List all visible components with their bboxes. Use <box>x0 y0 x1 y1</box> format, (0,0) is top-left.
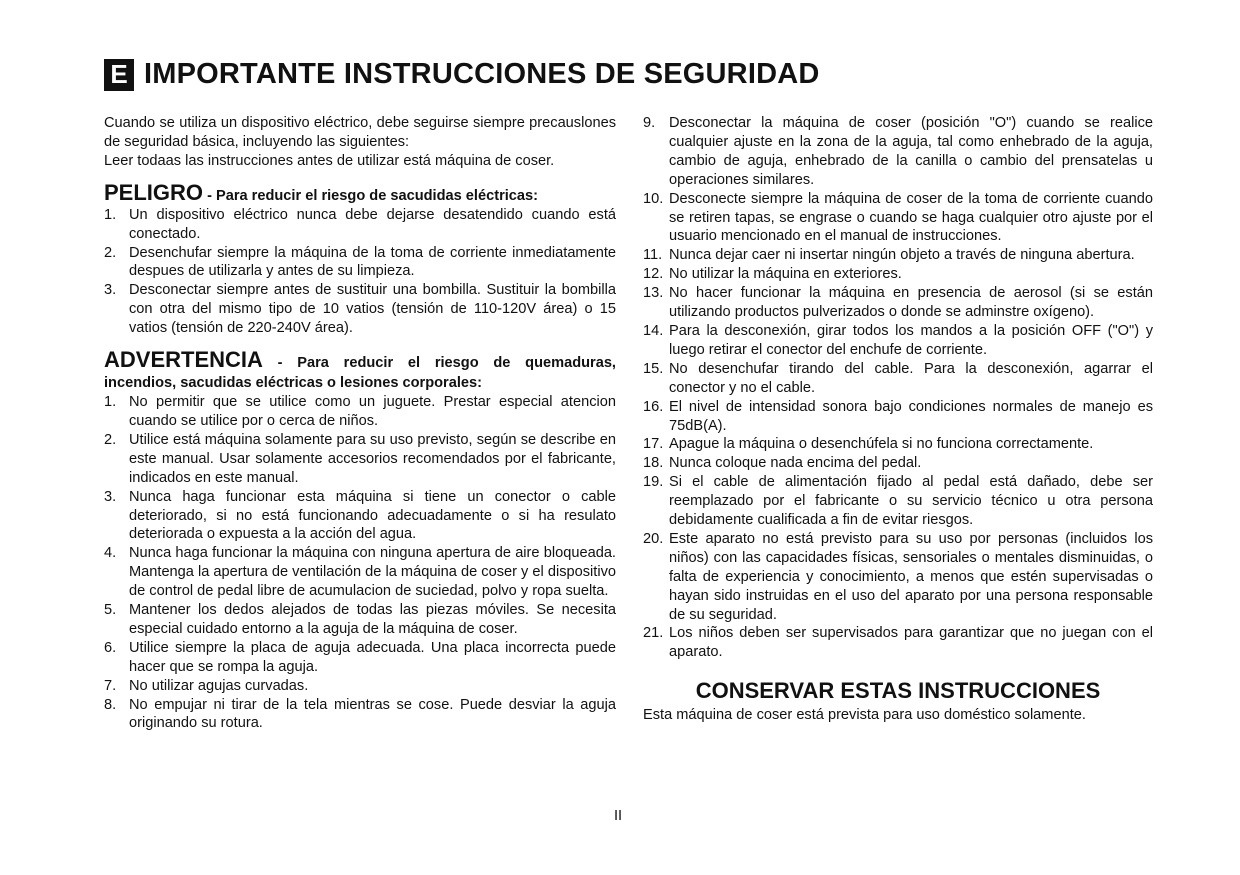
list-item <box>104 244 616 282</box>
item-text: No desenchufar tirando del cable. Para la desconexión, agarrar el conector y no el cable. <box>669 360 1153 396</box>
list-item <box>643 190 1153 247</box>
item-text: No empujar ni tirar de la tela mientras se cose. Puede desviar la aguja originando su rotura. <box>129 696 616 732</box>
item-number: 11. <box>643 247 663 264</box>
peligro-title: PELIGRO <box>104 179 204 205</box>
list-item <box>104 696 616 734</box>
item-number: 9. <box>643 115 656 131</box>
item-text: Mantener los dedos alejados de todas las piezas móviles. Se necesita especial cuidado entorno a la aguja de la máquina de coser. <box>129 602 616 637</box>
item-text: Nunca dejar caer ni insertar ningún objeto a través de ninguna abertura. <box>669 247 1135 264</box>
item-text: Desconectar la máquina de coser (posición "O") cuando se realice cualquier ajuste en la zona de la aguja, tal como enhebrado de la aguja, cambio de aguja, enhebrado de la canilla o cambio del prensatelas u operaciones similares. <box>669 115 1153 188</box>
item-text: Para la desconexión, girar todos los mandos a la posición OFF ("O") y luego retirar el conector del enchufe de corriente. <box>669 322 1153 358</box>
list-item <box>643 360 1153 398</box>
item-text: Los niños deben ser supervisados para garantizar que no juegan con el aparato. <box>669 625 1153 661</box>
item-number: 7. <box>104 677 117 694</box>
right-column <box>643 114 1153 725</box>
peligro-subtitle: - Para reducir el riesgo de sacudidas eléctricas: <box>203 187 539 204</box>
item-number: 3. <box>104 488 117 505</box>
list-item <box>643 624 1153 662</box>
item-number: 17. <box>643 436 664 453</box>
peligro-list <box>104 206 616 338</box>
item-number: 3. <box>104 282 117 299</box>
item-text: Utilice está máquina solamente para su uso previsto, según se describe en este manual. Usar solamente accesorios recomendados por el fabricante, indicados en este manual. <box>129 431 616 486</box>
intro-read-all: Leer todaas las instrucciones antes de utilizar está máquina de coser. <box>104 152 555 169</box>
item-number: 13. <box>643 285 664 302</box>
item-text: Apague la máquina o desenchúfela si no funciona correctamente. <box>669 436 1094 453</box>
list-item <box>643 530 1153 625</box>
intro-paragraph: Cuando se utiliza un dispositivo eléctrico, debe seguirse siempre precauslones de seguridad básica, incluyendo las siguientes: <box>104 115 616 150</box>
item-number: 6. <box>104 639 117 656</box>
item-number: 14. <box>643 322 664 339</box>
item-text: Desenchufar siempre la máquina de la toma de corriente inmediatamente despues de utilizarla y antes de su limpieza. <box>129 244 616 280</box>
continued-safety-list <box>643 114 1153 662</box>
list-item <box>643 435 1153 454</box>
advertencia-title: ADVERTENCIA <box>104 347 263 373</box>
item-text: Un dispositivo eléctrico nunca debe dejarse desatendido cuando está conectado. <box>129 206 616 242</box>
item-number: 8. <box>104 696 117 713</box>
item-text: Utilice siempre la placa de aguja adecuada. Una placa incorrecta puede hacer que se rompa la aguja. <box>129 639 616 675</box>
advertencia-heading <box>104 347 616 393</box>
list-item <box>643 454 1153 473</box>
item-text: Este aparato no está previsto para su uso por personas (incluidos los niños) con las capacidades físicas, sensoriales o mentales disminuidas, o falta de experiencia y conocimiento, a menos que estén supervisadas o hayan sido instruidas en el uso del aparato por una persona responsable de su seguridad. <box>669 530 1153 623</box>
peligro-heading <box>104 179 616 206</box>
item-text: No utilizar agujas curvadas. <box>129 677 309 694</box>
advertencia-list <box>104 393 616 733</box>
page-number: II <box>614 808 623 824</box>
page-title: IMPORTANTE INSTRUCCIONES DE SEGURIDAD <box>144 58 820 90</box>
title-row <box>104 58 820 91</box>
item-number: 20. <box>643 530 664 547</box>
item-number: 12. <box>643 266 664 283</box>
item-number: 10. <box>643 190 664 207</box>
list-item <box>104 488 616 545</box>
item-text: Nunca haga funcionar la máquina con ninguna apertura de aire bloqueada. Mantenga la apertura de ventilación de la máquina de coser y el dispositivo de control de pedal libre de acumulacion de suciedad, polvo y ropa suelta. <box>129 545 616 600</box>
list-item <box>643 114 1153 190</box>
list-item <box>643 284 1153 322</box>
item-text: No hacer funcionar la máquina en presencia de aerosol (si se están utilizando productos pulverizados o donde se adminstre oxígeno). <box>669 285 1153 321</box>
list-item <box>104 601 616 639</box>
item-number: 5. <box>104 602 117 619</box>
item-text: El nivel de intensidad sonora bajo condiciones normales de manejo es 75dB(A). <box>669 398 1153 434</box>
item-text: Desconecte siempre la máquina de coser de la toma de corriente cuando se retiren tapas, se engrase o cuando se haga cualquier otro ajuste por el usuario mencionado en el manual de instrucciones. <box>669 190 1153 245</box>
language-badge: E <box>104 59 134 91</box>
item-number: 1. <box>104 394 117 411</box>
list-item <box>643 265 1153 284</box>
list-item <box>104 393 616 431</box>
item-text: No utilizar la máquina en exteriores. <box>669 266 902 283</box>
item-number: 2. <box>104 244 117 261</box>
advertencia-subtitle: - Para reducir el riesgo de quemaduras, incendios, sacudidas eléctricas o lesiones corporales: <box>104 355 616 392</box>
list-item <box>104 639 616 677</box>
list-item <box>643 398 1153 436</box>
item-text: Nunca coloque nada encima del pedal. <box>669 455 922 472</box>
item-number: 15. <box>643 360 664 377</box>
list-item <box>643 473 1153 530</box>
item-text: Si el cable de alimentación fijado al pedal está dañado, debe ser reemplazado por el fabricante o su servicio técnico u otra persona debidamente cualificada a fin de evitar riesgos. <box>669 474 1153 529</box>
list-item <box>643 322 1153 360</box>
list-item <box>104 544 616 601</box>
item-text: Desconectar siempre antes de sustituir una bombilla. Sustituir la bombilla con otra del mismo tipo de 10 vatios (tensión de 110-120V área) o 15 vatios (tensión de 220-240V área). <box>129 282 616 337</box>
item-number: 21. <box>643 625 664 642</box>
list-item <box>104 281 616 338</box>
item-number: 2. <box>104 431 117 448</box>
item-text: No permitir que se utilice como un juguete. Prestar especial atencion cuando se utilice por o cerca de niños. <box>129 394 616 429</box>
item-number: 1. <box>104 206 117 223</box>
item-text: Nunca haga funcionar esta máquina si tiene un conector o cable deteriorado, si no está funcionando adecuadamente o si ha resulato deteriorada o expuesta a la acción del agua. <box>129 488 616 543</box>
item-number: 19. <box>643 474 664 491</box>
domestic-use-note: Esta máquina de coser está prevista para uso doméstico solamente. <box>643 707 1086 724</box>
item-number: 16. <box>643 398 664 415</box>
list-item <box>104 677 616 696</box>
conserve-heading: CONSERVAR ESTAS INSTRUCCIONES <box>695 678 1101 704</box>
left-column <box>104 114 616 733</box>
item-number: 4. <box>104 545 117 562</box>
list-item <box>643 246 1153 265</box>
list-item <box>104 206 616 244</box>
list-item <box>104 431 616 488</box>
item-number: 18. <box>643 455 664 472</box>
